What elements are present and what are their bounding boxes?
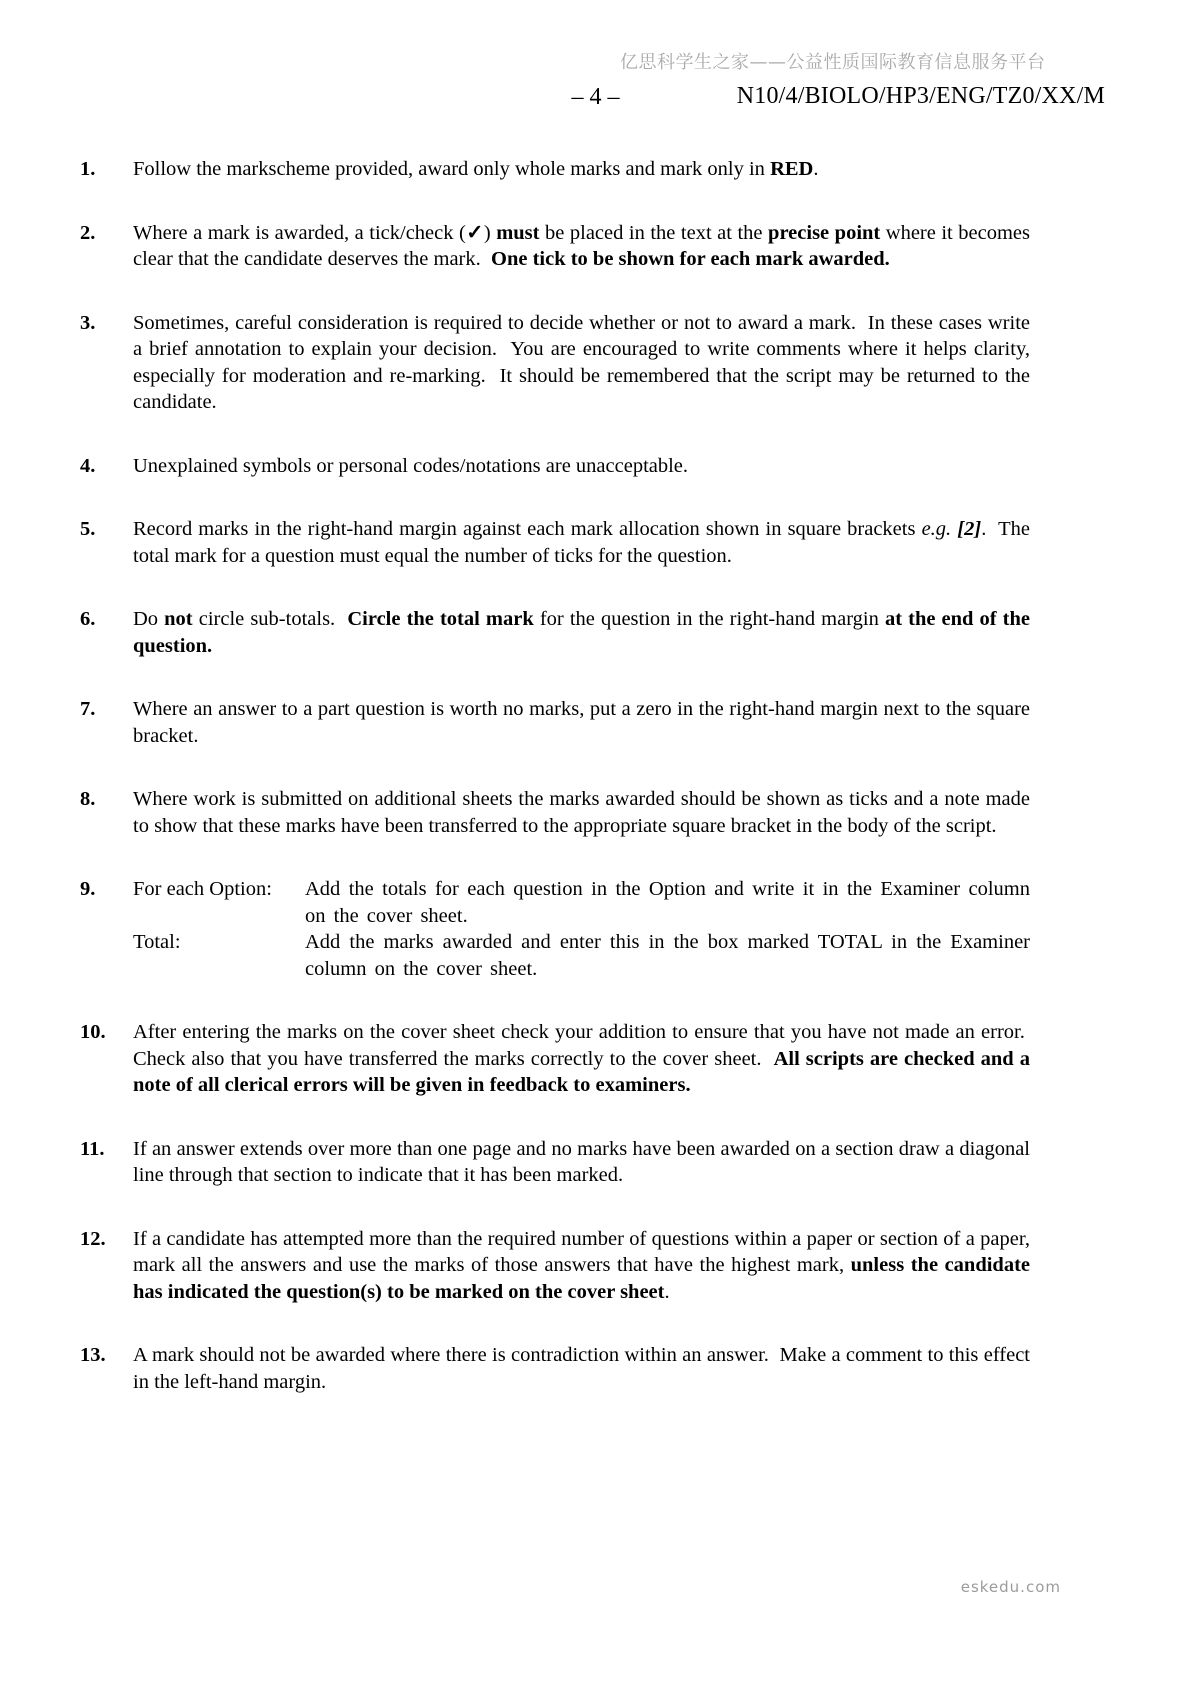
- item-number: 5.: [80, 518, 96, 540]
- instruction-item-4: [80, 453, 1030, 480]
- instruction-item-13: [80, 1342, 1030, 1395]
- text-segment: . The total mark for a question must equal the number of ticks for the question.: [133, 518, 1031, 567]
- text-segment: If an answer extends over more than one page and no marks have been awarded on a section draw a diagonal line through that section to indicate that it has been marked.: [133, 1137, 1030, 1186]
- option-row: [133, 929, 1030, 982]
- text-segment: Record marks in the right-hand margin against each mark allocation shown in square brackets: [133, 518, 922, 540]
- text-segment: All scripts are checked and a note of all clerical errors will be given in feedback to examiners.: [133, 1047, 1030, 1096]
- option-row: [133, 876, 1030, 929]
- text-segment: for the question in the right-hand margin: [533, 608, 885, 630]
- option-row-text: Add the totals for each question in the Option and write it in the Examiner column on the cover sheet.: [305, 878, 1030, 927]
- text-segment: Where an answer to a part question is worth no marks, put a zero in the right-hand margin next to the square bracket.: [133, 698, 1030, 747]
- text-segment: [2]: [957, 518, 982, 540]
- item-number: 3.: [80, 311, 96, 334]
- instruction-item-12: [80, 1226, 1030, 1306]
- text-segment: where it becomes clear that the candidate deserves the mark.: [133, 221, 1030, 270]
- instruction-item-6: [80, 606, 1030, 659]
- item-text: [133, 156, 1030, 183]
- text-segment: must: [496, 221, 540, 244]
- item-text: [133, 310, 1030, 416]
- item-number: 8.: [80, 788, 96, 810]
- chinese-watermark: 亿思科学生之家——公益性质国际教育信息服务平台: [620, 52, 1046, 73]
- text-segment: .: [813, 158, 819, 180]
- text-segment: precise point: [768, 221, 881, 244]
- item-number: 12.: [80, 1227, 106, 1250]
- instruction-item-11: [80, 1136, 1030, 1189]
- text-segment: One tick to be shown for each mark awarded.: [491, 248, 890, 270]
- text-segment: Unexplained symbols or personal codes/notations are unacceptable.: [133, 454, 689, 477]
- instruction-item-2: [80, 220, 1030, 273]
- paper-code: N10/4/BIOLO/HP3/ENG/TZ0/XX/M: [736, 83, 1105, 109]
- text-segment: RED: [770, 158, 814, 180]
- text-segment: Follow the markscheme provided, award only whole marks and mark only in: [133, 158, 771, 180]
- page-number: – 4 –: [571, 84, 620, 110]
- instruction-item-1: [80, 156, 1030, 183]
- item-text: [133, 1342, 1030, 1395]
- text-segment: unless the candidate has indicated the question(s) to be marked on the cover sheet: [133, 1254, 1030, 1303]
- item-number: 10.: [80, 1021, 106, 1043]
- item-number: 1.: [80, 158, 96, 180]
- item-number: 7.: [80, 698, 96, 720]
- text-segment: at the end of the question.: [133, 608, 1031, 657]
- option-row-text: Add the marks awarded and enter this in the box marked TOTAL in the Examiner column on the cover sheet.: [305, 931, 1030, 980]
- text-segment: not: [164, 608, 193, 630]
- text-segment: Do: [133, 608, 165, 630]
- item-text: [133, 606, 1030, 659]
- text-segment: A mark should not be awarded where there is contradiction within an answer. Make a comment to this effect in the left-hand margin.: [133, 1344, 1030, 1393]
- item-number: 13.: [80, 1344, 106, 1366]
- item-text: [133, 453, 1030, 480]
- item-text: [133, 516, 1030, 569]
- text-segment: ): [483, 221, 497, 244]
- item-text: [133, 1136, 1030, 1189]
- item-number: 6.: [80, 608, 96, 630]
- item-number: 11.: [80, 1137, 105, 1160]
- text-segment: Sometimes, careful consideration is required to decide whether or not to award a mark. In these cases write a brief annotation to explain your decision. You are encouraged to write comments where it helps clarity, especially for moderation and re-marking. It should be remembered that the script may be returned to the candidate.: [133, 311, 1030, 413]
- text-segment: e.g.: [921, 518, 952, 540]
- instruction-item-5: [80, 516, 1030, 569]
- item-number: 2.: [80, 221, 96, 244]
- item-text: [133, 220, 1030, 273]
- instruction-item-7: [80, 696, 1030, 749]
- item-text: [133, 1019, 1030, 1099]
- text-segment: .: [664, 1280, 670, 1303]
- instruction-item-9: [80, 876, 1030, 982]
- footer-watermark: eskedu.com: [960, 1578, 1061, 1596]
- text-segment: be placed in the text at the: [539, 221, 769, 244]
- instruction-item-10: [80, 1019, 1030, 1099]
- item-text: [133, 786, 1030, 839]
- item-text: [133, 1226, 1030, 1306]
- item-number: 4.: [80, 454, 96, 477]
- option-row-label: Total:: [133, 931, 181, 953]
- text-segment: circle sub-totals.: [192, 608, 348, 630]
- instruction-item-3: [80, 310, 1030, 416]
- text-segment: Where a mark is awarded, a tick/check (: [133, 221, 466, 244]
- item-number: 9.: [80, 878, 96, 900]
- text-segment: After entering the marks on the cover sheet check your addition to ensure that you have not made an error. Check also that you have transferred the marks correctly to the cover sheet.: [133, 1021, 1030, 1070]
- item-text: [133, 876, 1030, 982]
- item-text: [133, 696, 1030, 749]
- text-segment: Circle the total mark: [347, 608, 534, 630]
- instruction-item-8: [80, 786, 1030, 839]
- text-segment: ✓: [465, 221, 484, 244]
- text-segment: Where work is submitted on additional sheets the marks awarded should be shown as ticks and a note made to show that these marks have been transferred to the appropriate square bracket in the body of the script.: [133, 788, 1030, 837]
- text-segment: If a candidate has attempted more than the required number of questions within a paper or section of a paper, mark all the answers and use the marks of those answers that have the highest mark,: [133, 1227, 1030, 1276]
- instructions-list: [80, 156, 1030, 1432]
- option-row-label: For each Option:: [133, 878, 272, 900]
